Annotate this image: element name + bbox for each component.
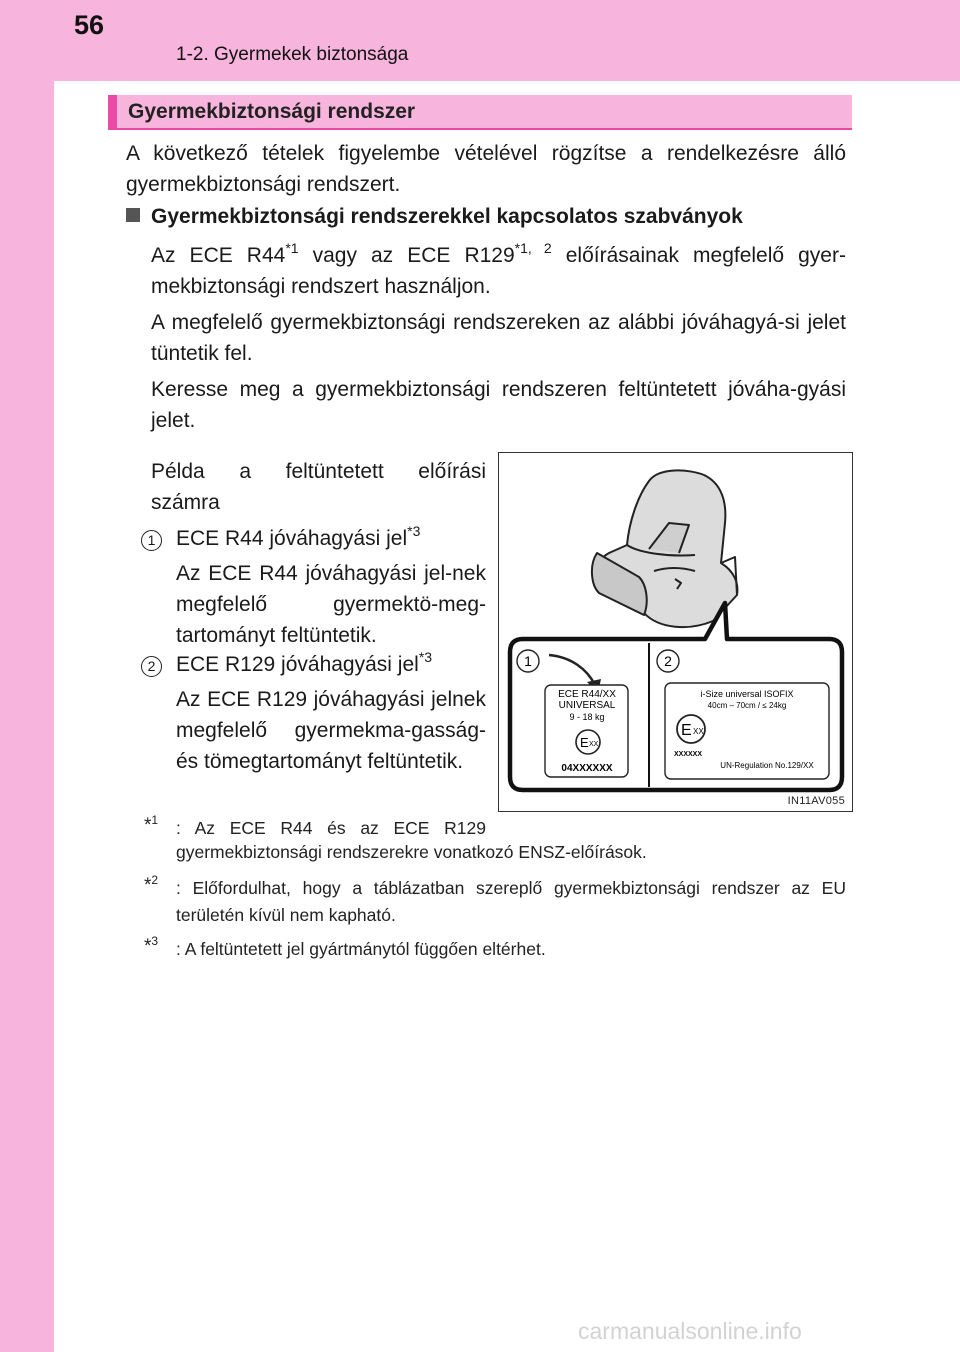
subsection-heading	[126, 205, 743, 229]
footnote-2	[144, 873, 846, 929]
text-segment: Az ECE R44	[151, 244, 286, 267]
item-title	[176, 649, 433, 677]
standards-paragraph	[151, 240, 846, 302]
item-description: Az ECE R129 jóváhagyási jelnek megfelelő gyermekma-gasság- és tömegtartományt feltüntetik.	[176, 688, 486, 773]
subsection-heading-text: Gyermekbiztonsági rendszerekkel kapcsolatos szabványok	[151, 205, 743, 228]
item-number-badge: 2	[141, 656, 162, 677]
footnote-3	[144, 934, 846, 963]
footnote-text: : Előfordulhat, hogy a táblázatban szereplő gyermekbiztonsági rendszer az EU területén kívül nem kapható.	[176, 878, 846, 925]
example-caption	[151, 456, 486, 518]
footnote-text: : A feltüntetett jel gyártmánytól függően eltérhet.	[176, 939, 546, 959]
asterisk: *	[144, 875, 152, 896]
section-heading-text: Gyermekbiztonsági rendszer	[128, 100, 416, 123]
asterisk: *	[144, 936, 152, 957]
footnote-number: 3	[151, 934, 159, 948]
footnote-number: 2	[151, 873, 159, 887]
asterisk: *	[144, 815, 152, 836]
footnote-1	[144, 813, 486, 842]
callout-number: 1	[524, 653, 532, 669]
footnote-ref: *3	[407, 523, 421, 539]
label-text: 40cm – 70cm / ≤ 24kg	[707, 701, 787, 710]
e-mark-letter: E	[681, 722, 692, 739]
figure-code: IN11AV055	[787, 795, 845, 807]
page-number: 56	[74, 10, 105, 40]
label-text: i-Size universal ISOFIX	[700, 689, 794, 699]
example-caption-line: Példa a feltüntetett előírási	[151, 460, 486, 483]
item-title	[176, 523, 421, 551]
footnote-1-continuation: gyermekbiztonsági rendszerekre vonatkozó ENSZ-előírások.	[176, 842, 647, 862]
top-color-band	[54, 0, 960, 81]
footnote-ref: *1, 2	[514, 240, 552, 256]
label-text: UNIVERSAL	[558, 700, 616, 711]
find-mark-paragraph: Keresse meg a gyermekbiztonsági rendszeren feltüntetett jóváha-gyási jelet.	[151, 378, 846, 432]
label-code: 04XXXXXX	[561, 763, 613, 774]
approval-mark-paragraph: A megfelelő gyermekbiztonsági rendszereken az alábbi jóváhagyá-si jelet tüntetik fel.	[151, 311, 846, 365]
e-mark-number: XX	[589, 741, 599, 748]
item-title-text: ECE R129 jóváhagyási jel	[176, 653, 419, 676]
approval-mark-figure	[498, 452, 853, 812]
e-mark-letter: E	[580, 735, 589, 750]
footnote-ref: *1	[285, 240, 299, 256]
child-seat-icon	[592, 470, 738, 627]
item-number-badge: 1	[141, 530, 162, 551]
label-text: UN-Regulation No.129/XX	[720, 761, 814, 770]
footnote-number: 1	[151, 813, 159, 827]
footnote-marker	[144, 872, 158, 899]
intro-paragraph: A következő tételek figyelembe vételével rögzítse a rendelkezésre álló gyermekbiztonsági rendszert.	[126, 142, 846, 196]
text-segment: előírásainak megfelelő gyer-mekbiztonsági rendszert használjon.	[151, 244, 846, 298]
text-segment: vagy az ECE R129	[298, 244, 515, 267]
e-mark-number: XX	[693, 727, 704, 736]
watermark: carmanualsonline.info	[578, 1318, 802, 1344]
chapter-title: 1-2. Gyermekek biztonsága	[176, 44, 409, 65]
item-description: Az ECE R44 jóváhagyási jel-nek megfelelő gyermektö-meg-tartományt feltüntetik.	[176, 562, 486, 647]
callout-number: 2	[664, 653, 672, 669]
section-heading	[108, 95, 852, 130]
side-color-band	[0, 0, 54, 1352]
footnote-marker	[144, 933, 158, 960]
square-bullet-icon	[126, 208, 140, 222]
child-seat-illustration	[499, 453, 854, 813]
footnote-ref: *3	[418, 649, 433, 665]
item-title-text: ECE R44 jóváhagyási jel	[176, 527, 408, 550]
footnote-marker	[144, 812, 158, 839]
label-text: 9 - 18 kg	[569, 712, 605, 722]
example-caption-line: számra	[151, 491, 220, 514]
footnote-text: : Az ECE R44 és az ECE R129	[176, 818, 486, 838]
label-code: XXXXXX	[674, 751, 703, 758]
label-text: ECE R44/XX	[558, 689, 616, 700]
